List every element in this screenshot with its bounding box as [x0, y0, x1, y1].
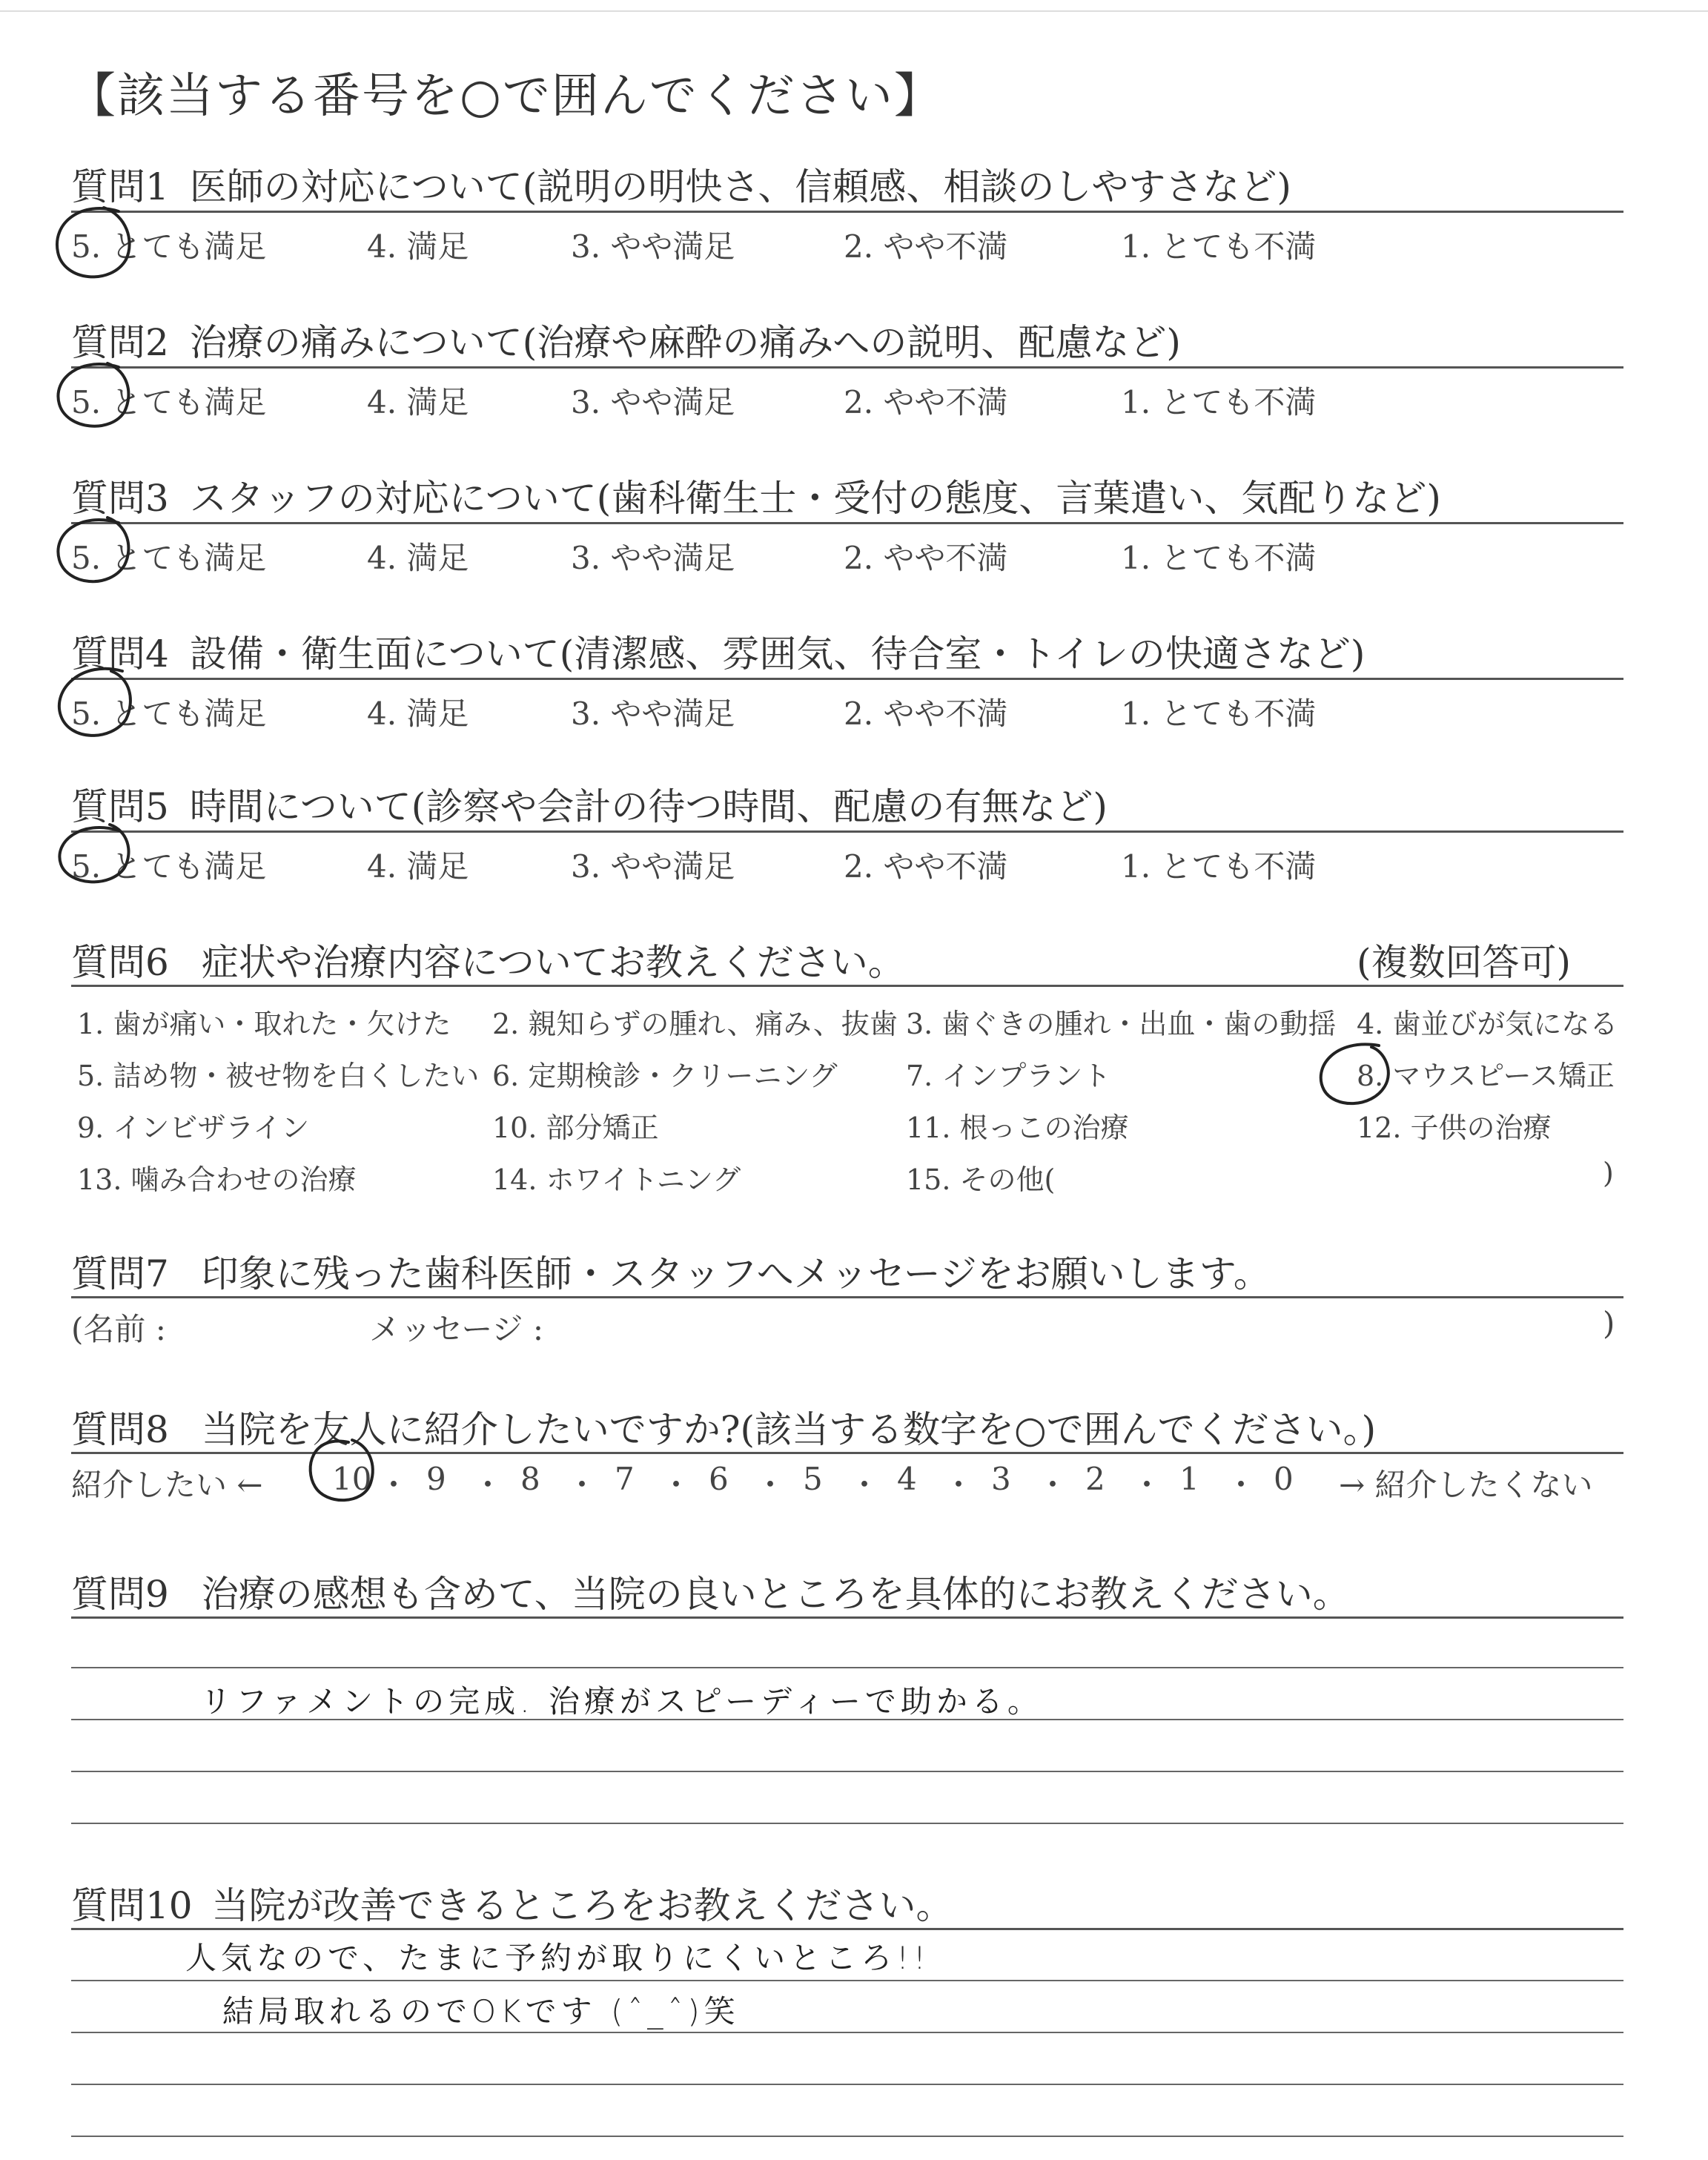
q8-scale-5[interactable]: 5	[803, 1461, 823, 1497]
q7-name-label: (名前 :	[71, 1311, 166, 1347]
q1-option-3[interactable]: 3. やや満足	[571, 228, 735, 265]
q8-text: 当院を友人に紹介したいですか?(該当する数字を○で囲んでください。)	[201, 1408, 1377, 1451]
q4-option-2[interactable]: 2. やや不満	[844, 696, 1008, 732]
q6-item8-selection-circle	[1321, 1044, 1388, 1103]
q5-option-3[interactable]: 3. やや満足	[571, 848, 735, 885]
q10-handwritten-line2: 結局取れるのでOKです (ˆ_ˆ)笑	[222, 1993, 740, 2029]
q10-text: 当院が改善できるところをお教えください。	[211, 1884, 953, 1927]
q8-scale-0[interactable]: 0	[1274, 1461, 1294, 1497]
q8-scale-6[interactable]: 6	[709, 1461, 729, 1497]
q6-option-1[interactable]: 1. 歯が痛い・取れた・欠けた	[77, 1008, 451, 1040]
q2-text: 治療の痛みについて(治療や麻酔の痛みへの説明、配慮など)	[189, 321, 1181, 364]
q6-text: 症状や治療内容についてお教えください。	[201, 941, 905, 984]
q5-option-4[interactable]: 4. 満足	[367, 848, 469, 885]
q1-option-2[interactable]: 2. やや不満	[844, 228, 1008, 265]
q6-option-5[interactable]: 5. 詰め物・被せ物を白くしたい	[77, 1060, 480, 1092]
q8-scale-3[interactable]: 3	[991, 1461, 1011, 1497]
q4-selection-circle	[59, 669, 130, 736]
page-title: 【該当する番号を○で囲んでください】	[68, 69, 943, 124]
q3-selection-circle	[58, 518, 128, 581]
q5-label: 質問5	[71, 785, 169, 828]
q5-option-5[interactable]: 5. とても満足	[71, 848, 267, 885]
q8-scale-4[interactable]: 4	[897, 1461, 917, 1497]
q2-option-5[interactable]: 5. とても満足	[71, 384, 267, 420]
q2-selection-circle	[58, 363, 128, 426]
q4-option-1[interactable]: 1. とても不満	[1121, 696, 1317, 732]
q8-left-label: 紹介したい ←	[71, 1467, 263, 1503]
q10-label: 質問10	[71, 1884, 193, 1927]
q6-option-13[interactable]: 13. 噛み合わせの治療	[77, 1163, 357, 1196]
q4-label: 質問4	[71, 633, 169, 676]
q8-scale-separator: ・	[1225, 1467, 1257, 1503]
q6-label: 質問6	[71, 941, 169, 984]
q6-option-7[interactable]: 7. インプラント	[906, 1060, 1111, 1092]
q8-scale-separator: ・	[472, 1467, 504, 1503]
q8-right-label: → 紹介したくない	[1339, 1467, 1593, 1503]
q8-scale-1[interactable]: 1	[1179, 1461, 1199, 1497]
q3-option-3[interactable]: 3. やや満足	[571, 540, 735, 576]
q6-option-3[interactable]: 3. 歯ぐきの腫れ・出血・歯の動揺	[906, 1008, 1337, 1040]
q1-label: 質問1	[71, 165, 169, 208]
q8-scale-separator: ・	[566, 1467, 598, 1503]
q8-scale-separator: ・	[661, 1467, 692, 1503]
q2-option-2[interactable]: 2. やや不満	[844, 384, 1008, 420]
q6-option-11[interactable]: 11. 根っこの治療	[906, 1112, 1129, 1144]
q6-option-12[interactable]: 12. 子供の治療	[1357, 1112, 1552, 1144]
q8-scale-separator: ・	[1131, 1467, 1163, 1503]
q6-option-15[interactable]: 15. その他(	[906, 1163, 1056, 1196]
q6-note: (複数回答可)	[1357, 941, 1572, 984]
q6-option-14[interactable]: 14. ホワイトニング	[492, 1163, 741, 1196]
q4-option-3[interactable]: 3. やや満足	[571, 696, 735, 732]
q6-option-4[interactable]: 4. 歯並びが気になる	[1357, 1008, 1618, 1040]
q1-option-1[interactable]: 1. とても不満	[1121, 228, 1317, 265]
q3-option-2[interactable]: 2. やや不満	[844, 540, 1008, 576]
q2-option-4[interactable]: 4. 満足	[367, 384, 469, 420]
q6-other-close: )	[1603, 1157, 1614, 1189]
q6-option-9[interactable]: 9. インビザライン	[77, 1112, 310, 1144]
q4-text: 設備・衛生面について(清潔感、雰囲気、待合室・トイレの快適さなど)	[189, 633, 1366, 676]
q1-option-5[interactable]: 5. とても満足	[71, 228, 267, 265]
q7-text: 印象に残った歯科医師・スタッフへメッセージをお願いします。	[201, 1252, 1271, 1295]
q8-scale-7[interactable]: 7	[615, 1461, 635, 1497]
q8-scale-separator: ・	[849, 1467, 881, 1503]
q8-scale-separator: ・	[1037, 1467, 1069, 1503]
q4-option-4[interactable]: 4. 満足	[367, 696, 469, 732]
q1-text: 医師の対応について(説明の明快さ、信頼感、相談のしやすさなど)	[189, 165, 1291, 208]
q8-scale-8[interactable]: 8	[520, 1461, 540, 1497]
q3-option-5[interactable]: 5. とても満足	[71, 540, 267, 576]
q8-scale-2[interactable]: 2	[1085, 1461, 1105, 1497]
q8-selection-circle	[311, 1440, 373, 1500]
q3-option-4[interactable]: 4. 満足	[367, 540, 469, 576]
q8-scale-separator: ・	[755, 1467, 787, 1503]
q2-option-3[interactable]: 3. やや満足	[571, 384, 735, 420]
q7-label: 質問7	[71, 1252, 169, 1295]
q8-scale-9[interactable]: 9	[426, 1461, 446, 1497]
q7-close: )	[1603, 1305, 1615, 1341]
q9-handwritten-answer: リファメントの完成. 治療がスピーディーで助かる。	[200, 1683, 1043, 1720]
q7-message-label: メッセージ :	[369, 1311, 543, 1347]
q10-handwritten-line1: 人気なので、たまに予約が取りにくいところ!!	[185, 1940, 930, 1976]
q5-text: 時間について(診察や会計の待つ時間、配慮の有無など)	[189, 785, 1108, 828]
q1-option-4[interactable]: 4. 満足	[367, 228, 469, 265]
q6-option-8[interactable]: 8. マウスピース矯正	[1357, 1060, 1615, 1092]
q8-label: 質問8	[71, 1408, 169, 1451]
q6-option-10[interactable]: 10. 部分矯正	[492, 1112, 659, 1144]
q3-label: 質問3	[71, 477, 169, 520]
q2-option-1[interactable]: 1. とても不満	[1121, 384, 1317, 420]
q9-label: 質問9	[71, 1573, 169, 1616]
q2-label: 質問2	[71, 321, 169, 364]
q3-option-1[interactable]: 1. とても不満	[1121, 540, 1317, 576]
q4-option-5[interactable]: 5. とても満足	[71, 696, 267, 732]
q1-selection-circle	[57, 208, 130, 277]
q9-text: 治療の感想も含めて、当院の良いところを具体的にお教えください。	[201, 1573, 1350, 1616]
q8-scale-separator: ・	[378, 1467, 410, 1503]
q5-option-1[interactable]: 1. とても不満	[1121, 848, 1317, 885]
q3-text: スタッフの対応について(歯科衛生士・受付の態度、言葉遣い、気配りなど)	[189, 477, 1441, 520]
q5-option-2[interactable]: 2. やや不満	[844, 848, 1008, 885]
q6-option-6[interactable]: 6. 定期検診・クリーニング	[492, 1060, 838, 1092]
q6-option-2[interactable]: 2. 親知らずの腫れ、痛み、抜歯	[492, 1008, 898, 1040]
q8-scale-10[interactable]: 10	[332, 1461, 372, 1497]
q5-selection-circle	[59, 825, 128, 882]
q8-scale-separator: ・	[943, 1467, 975, 1503]
